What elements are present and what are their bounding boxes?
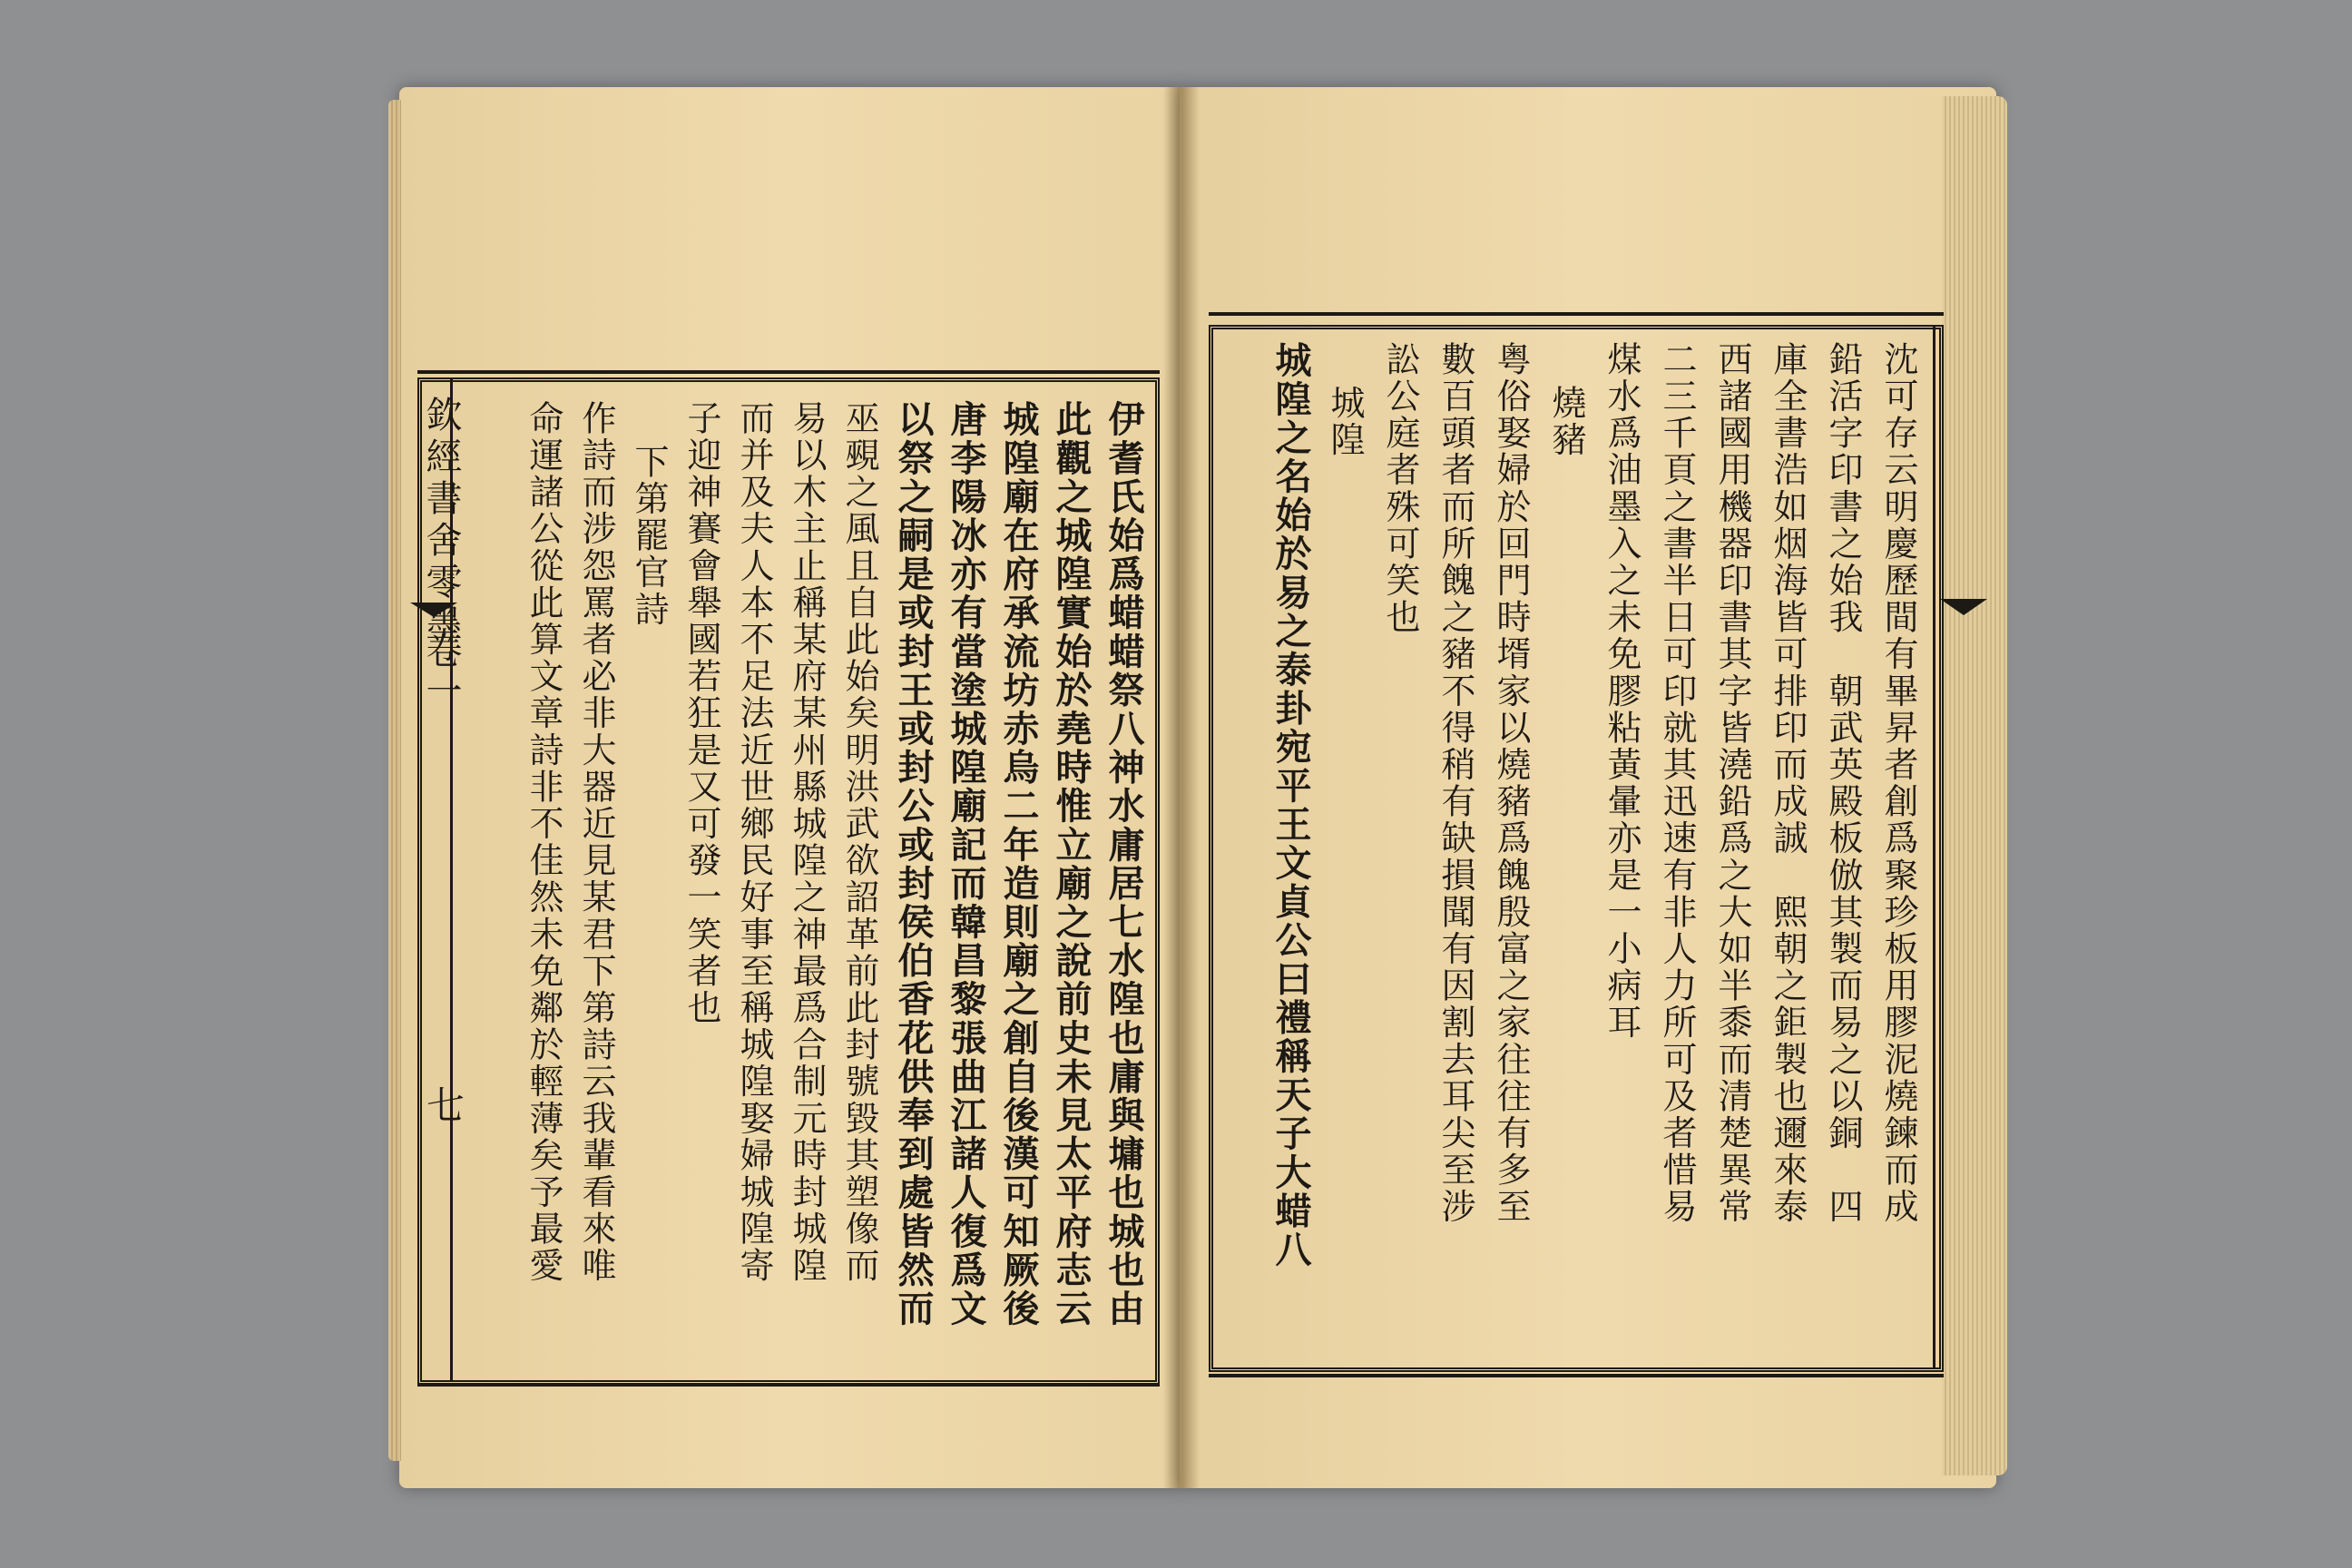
- right-column-1: 沈可存云明慶歷間有畢昇者創爲聚珍板用膠泥燒鍊而成: [1878, 341, 1918, 1226]
- right-column-4: 西諸國用機器印書其字皆澆鉛爲之大如半黍而清楚異常: [1712, 341, 1752, 1226]
- left-top-rule: [417, 370, 1160, 374]
- left-column-3: 城隍廟在府承流坊赤烏二年造則廟之創自後漢可知厥後: [997, 400, 1040, 1328]
- left-column-8: 而并及夫人本不足法近世鄉民好事至稱城隍娶婦城隍寄: [734, 400, 774, 1285]
- left-column-5: 以祭之嗣是或封王或封公或封侯伯香花供奉到處皆然而: [892, 400, 935, 1328]
- margin-page-number: 七: [421, 1085, 466, 1127]
- right-column-10: 訟公庭者殊可笑也: [1380, 341, 1420, 636]
- right-page-edges: [1942, 96, 2007, 1475]
- right-column-12: 城隍之名始於易之泰卦宛平王文貞公曰禮稱天子大蜡八: [1269, 341, 1312, 1269]
- left-column-9: 子迎神賽會舉國若狂是又可發一笑者也: [681, 400, 721, 1027]
- left-column-4: 唐李陽冰亦有當塗城隍廟記而韓昌黎張曲江諸人復爲文: [945, 400, 987, 1328]
- right-column-5: 二三千頁之書半日可印就其迅速有非人力所可及者惜易: [1657, 341, 1697, 1226]
- book-gutter: [1163, 87, 1200, 1488]
- left-column-2: 此觀之城隍實始於堯時惟立廟之說前史未見太平府志云: [1050, 400, 1093, 1328]
- left-column-6: 巫覡之風且自此始矣明洪武欲詔革前此封號毀其塑像而: [839, 400, 879, 1285]
- right-top-rule: [1209, 312, 1944, 316]
- margin-volume: 卷一: [420, 632, 462, 711]
- right-column-3: 庫全書浩如烟海皆可排印而成誠 熙朝之鉅製也邇來泰: [1768, 341, 1808, 1226]
- left-column-12: 命運諸公從此算文章詩非不佳然未免鄰於輕薄矣予最愛: [524, 400, 564, 1285]
- right-column-9: 數百頭者而所餽之豬不得稍有缺損聞有因割去耳尖至涉: [1436, 341, 1475, 1226]
- right-column-2: 鉛活字印書之始我 朝武英殿板倣其製而易之以銅 四: [1823, 341, 1863, 1226]
- left-column-11: 作詩而涉怨罵者必非大器近見某君下第詩云我輩看來唯: [576, 400, 616, 1285]
- right-bottom-rule: [1209, 1374, 1944, 1377]
- open-book: [399, 87, 2007, 1488]
- right-column-8: 粤俗娶婦於回門時壻家以燒豬爲餽殷富之家往往有多至: [1491, 341, 1531, 1226]
- right-margin-rule: [1933, 325, 1936, 1368]
- right-column-6: 煤水爲油墨入之未免膠粘黃暈亦是一小病耳: [1602, 341, 1642, 1042]
- left-column-1: 伊耆氏始爲蜡蜡祭八神水庸居七水隍也庸與墉也城也由: [1102, 400, 1145, 1328]
- margin-title: 欽經書舍零墨: [420, 396, 462, 646]
- right-column-7: 燒豬: [1546, 385, 1586, 459]
- left-page-edges: [388, 100, 401, 1461]
- left-column-10: 下第罷官詩: [629, 444, 669, 628]
- right-fold-mark: [1940, 599, 1987, 615]
- left-column-7: 易以木主止稱某府某州縣城隍之神最爲合制元時封城隍: [787, 400, 827, 1285]
- right-column-11: 城隍: [1325, 385, 1365, 459]
